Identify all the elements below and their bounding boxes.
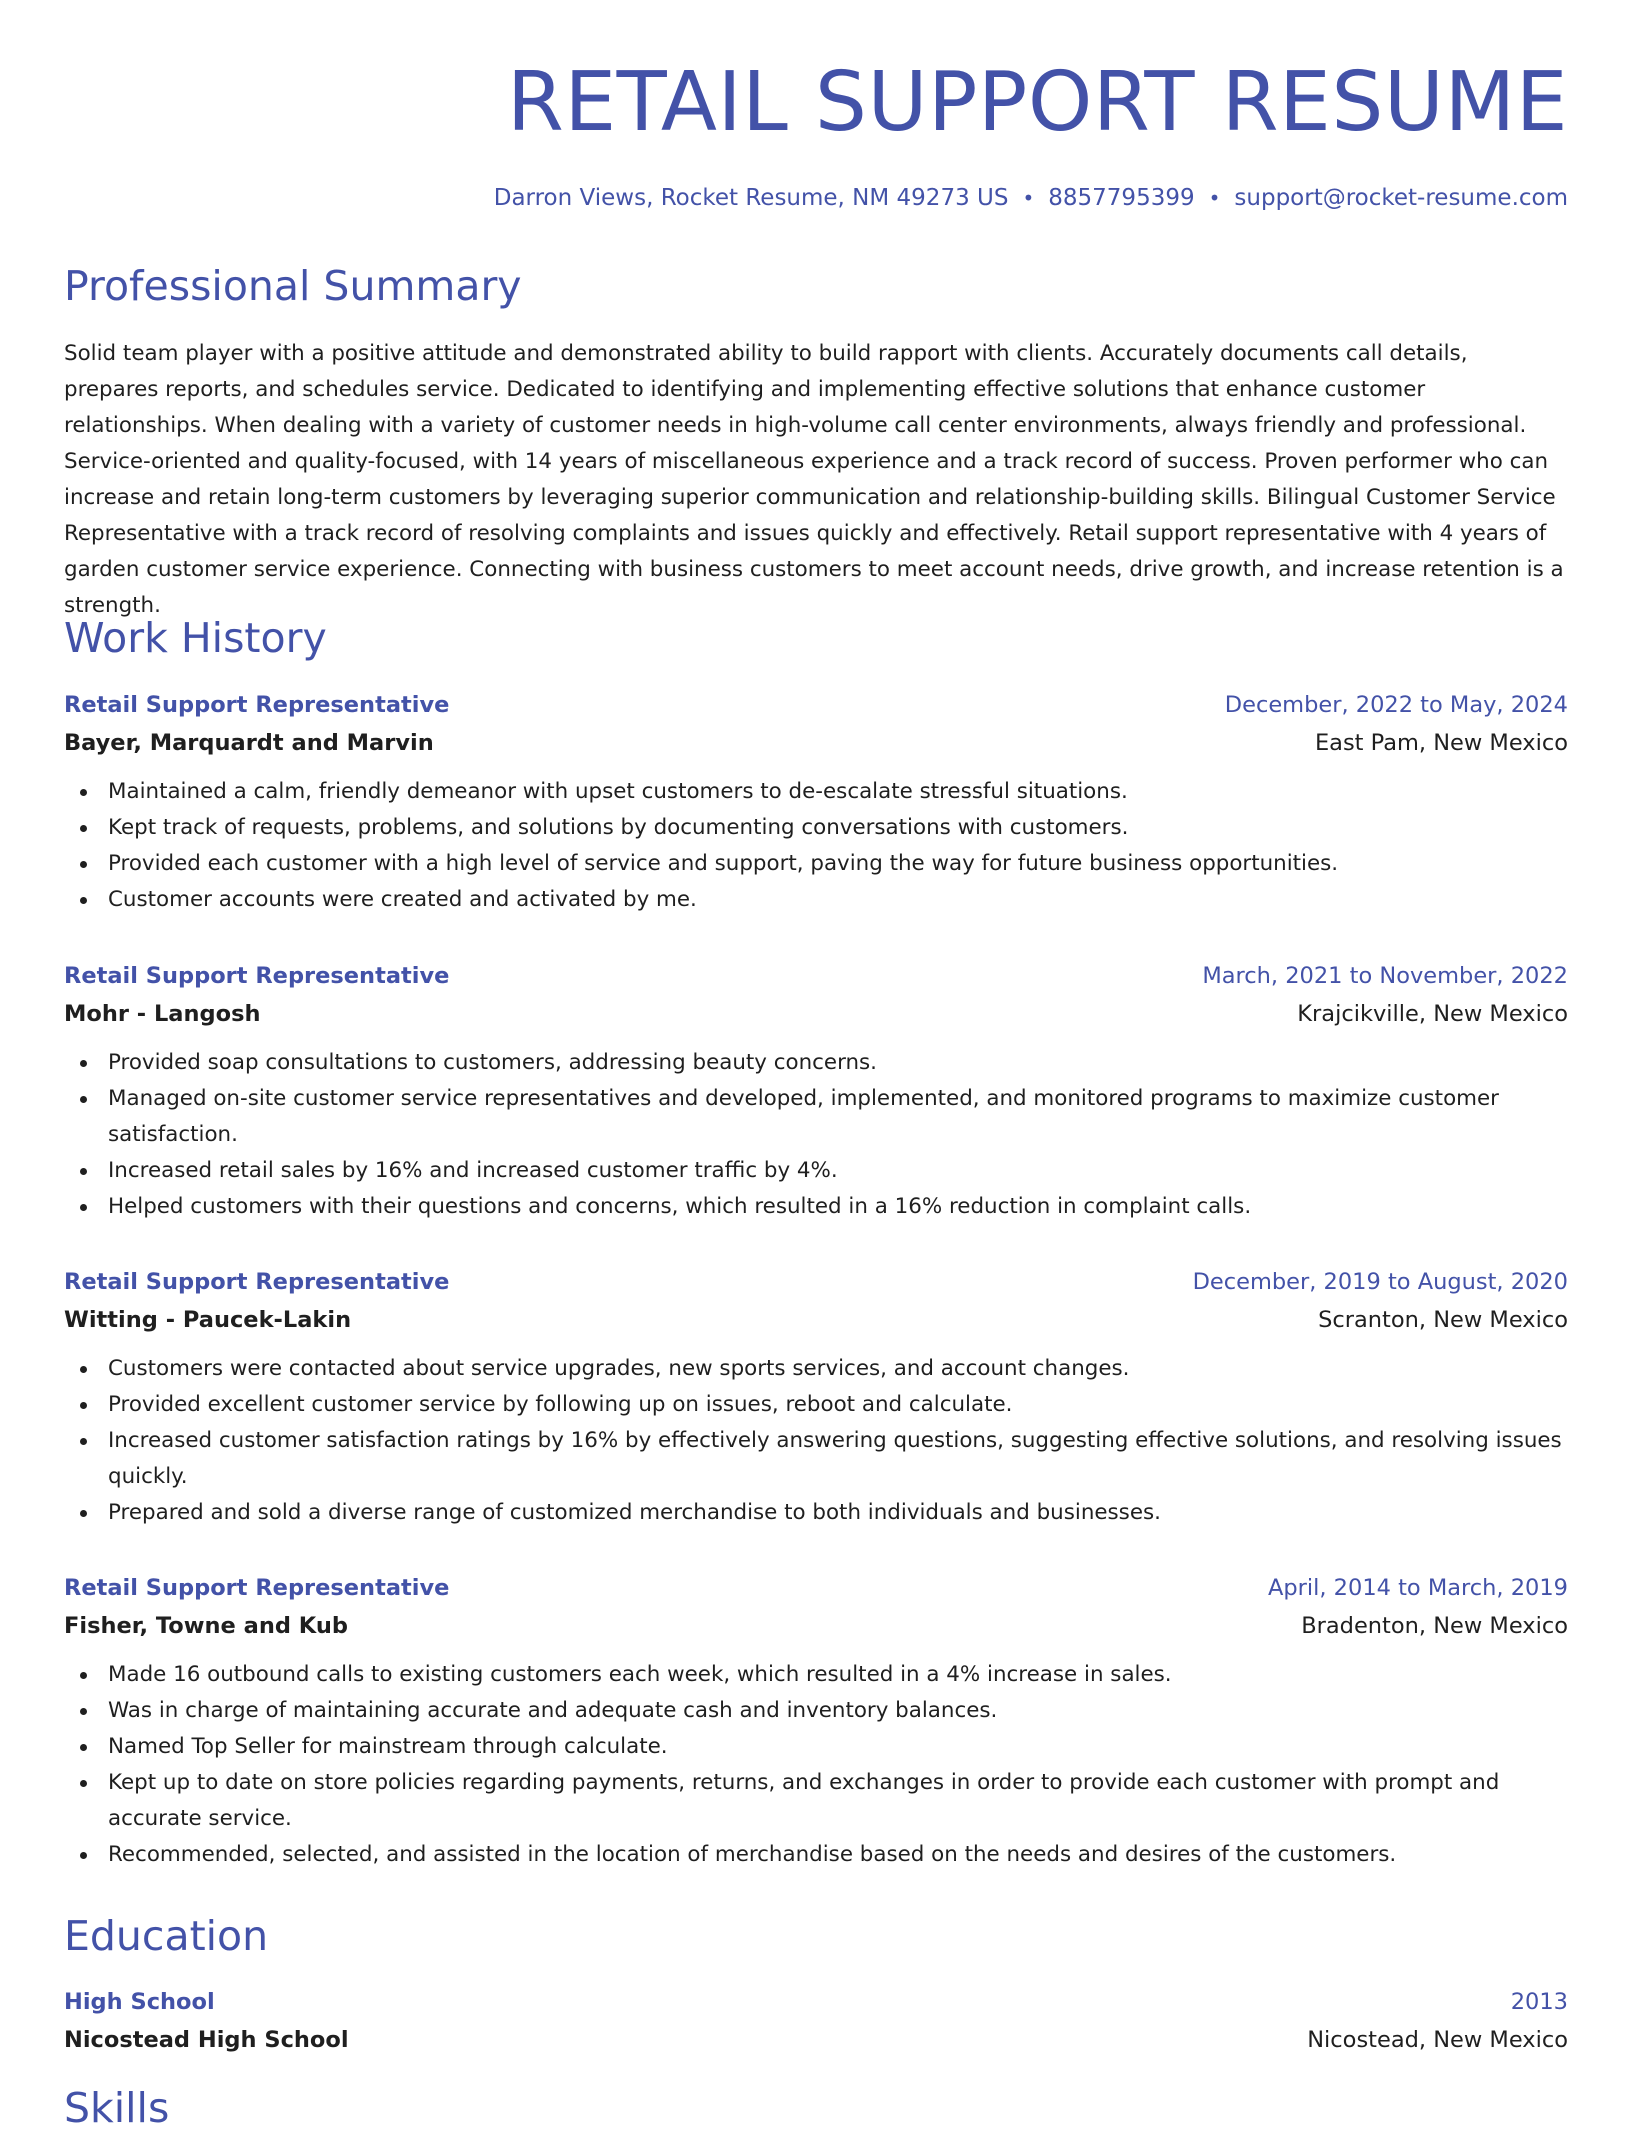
education-degree: High School (64, 1989, 215, 2015)
job-company: Witting - Paucek-Lakin (64, 1307, 352, 1333)
job-bullet: Made 16 outbound calls to existing customers each week, which resulted in a 4% increase in sales. (64, 1657, 1568, 1693)
education-school: Nicostead High School (64, 2027, 349, 2053)
job-entry (64, 1569, 1568, 1873)
job-title: Retail Support Representative (64, 963, 450, 989)
resume-title: RETAIL SUPPORT RESUME (506, 55, 1568, 150)
job-company: Bayer, Marquardt and Marvin (64, 730, 434, 756)
job-bullet: Provided soap consultations to customers, addressing beauty concerns. (64, 1045, 1568, 1081)
job-dates: December, 2022 to May, 2024 (1224, 692, 1568, 718)
job-company: Fisher, Towne and Kub (64, 1613, 348, 1639)
job-bullet: Increased retail sales by 16% and increased customer traffic by 4%. (64, 1153, 1568, 1189)
contact-email: support@rocket-resume.com (1234, 185, 1568, 211)
job-title: Retail Support Representative (64, 1575, 450, 1601)
job-title: Retail Support Representative (64, 692, 450, 718)
contact-address: Darron Views, Rocket Resume, NM 49273 US (493, 185, 1009, 211)
job-bullet: Maintained a calm, friendly demeanor with upset customers to de-escalate stressful situations. (64, 774, 1568, 810)
job-bullet: Named Top Seller for mainstream through calculate. (64, 1729, 1568, 1765)
job-bullet: Provided excellent customer service by following up on issues, reboot and calculate. (64, 1387, 1568, 1423)
job-bullets (64, 774, 1568, 918)
job-company: Mohr - Langosh (64, 1001, 261, 1027)
job-entry (64, 1263, 1568, 1531)
contact-separator: • (1208, 186, 1221, 210)
job-dates: April, 2014 to March, 2019 (1267, 1575, 1568, 1601)
skills-heading: Skills (64, 2084, 170, 2132)
job-location: Scranton, New Mexico (1318, 1307, 1568, 1333)
education-year: 2013 (1510, 1989, 1568, 2015)
work-history-heading: Work History (64, 614, 327, 662)
education-heading: Education (64, 1912, 269, 1960)
job-entry (64, 686, 1568, 918)
job-bullet: Prepared and sold a diverse range of customized merchandise to both individuals and businesses. (64, 1495, 1568, 1531)
job-bullets (64, 1657, 1568, 1873)
summary-text: Solid team player with a positive attitude and demonstrated ability to build rapport with clients. Accurately documents call details, prepares reports, and schedules service. Dedicated to identifying and implementing effective solutions that enhance customer relationships. When dealing with a variety of customer needs in high-volume call center environments, always friendly and professional. Service-oriented and quality-focused, with 14 years of miscellaneous experience and a track record of success. Proven performer who can increase and retain long-term customers by leveraging superior communication and relationship-building skills. Bilingual Customer Service Representative with a track record of resolving complaints and issues quickly and effectively. Retail support representative with 4 years of garden customer service experience. Connecting with business customers to meet account needs, drive growth, and increase retention is a strength. (64, 341, 1564, 618)
job-location: East Pam, New Mexico (1314, 730, 1568, 756)
job-dates: December, 2019 to August, 2020 (1192, 1269, 1568, 1295)
job-bullet: Managed on-site customer service representatives and developed, implemented, and monitored programs to maximize customer satisfaction. (64, 1081, 1568, 1153)
job-bullet: Customer accounts were created and activated by me. (64, 882, 1568, 918)
job-bullet: Kept up to date on store policies regarding payments, returns, and exchanges in order to provide each customer with prompt and accurate service. (64, 1765, 1568, 1837)
job-dates: March, 2021 to November, 2022 (1202, 963, 1568, 989)
job-bullet: Recommended, selected, and assisted in the location of merchandise based on the needs and desires of the customers. (64, 1837, 1568, 1873)
job-location: Bradenton, New Mexico (1301, 1613, 1568, 1639)
job-bullet: Kept track of requests, problems, and solutions by documenting conversations with customers. (64, 810, 1568, 846)
job-bullets (64, 1045, 1568, 1225)
summary-heading: Professional Summary (64, 262, 522, 310)
contact-phone: 8857795399 (1048, 185, 1195, 211)
job-entry (64, 957, 1568, 1225)
job-bullets (64, 1351, 1568, 1531)
contact-line (494, 184, 1568, 212)
education-entry (64, 1983, 1568, 2059)
job-bullet: Increased customer satisfaction ratings by 16% by effectively answering questions, suggesting effective solutions, and resolving issues quickly. (64, 1423, 1568, 1495)
contact-separator: • (1022, 186, 1035, 210)
job-title: Retail Support Representative (64, 1269, 450, 1295)
job-location: Krajcikville, New Mexico (1297, 1001, 1568, 1027)
job-bullet: Provided each customer with a high level of service and support, paving the way for future business opportunities. (64, 846, 1568, 882)
job-bullet: Customers were contacted about service upgrades, new sports services, and account changes. (64, 1351, 1568, 1387)
job-bullet: Was in charge of maintaining accurate and adequate cash and inventory balances. (64, 1693, 1568, 1729)
job-bullet: Helped customers with their questions and concerns, which resulted in a 16% reduction in complaint calls. (64, 1189, 1568, 1225)
education-location: Nicostead, New Mexico (1307, 2027, 1568, 2053)
